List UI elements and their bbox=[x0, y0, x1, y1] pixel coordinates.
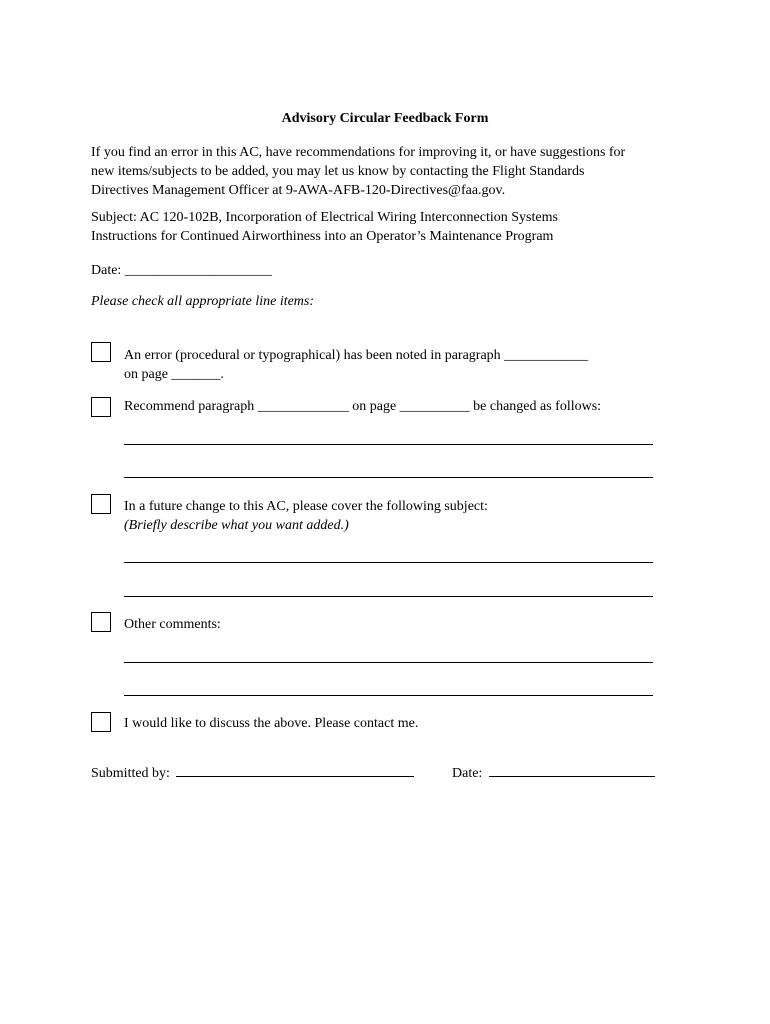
discuss-checkbox[interactable] bbox=[91, 712, 111, 732]
error-line-1: An error (procedural or typographical) has been noted in paragraph ____________ bbox=[124, 348, 589, 363]
form-title: Advisory Circular Feedback Form bbox=[281, 111, 489, 126]
future-checkbox[interactable] bbox=[91, 494, 111, 514]
other-checkbox[interactable] bbox=[91, 612, 111, 632]
date-field[interactable]: _____________________ bbox=[124, 263, 272, 278]
footer-date-field[interactable] bbox=[489, 764, 655, 777]
footer-date-label: Date: bbox=[452, 766, 483, 781]
submitted-label: Submitted by: bbox=[91, 766, 170, 781]
date-label: Date: bbox=[91, 263, 122, 278]
future-item-text bbox=[124, 497, 488, 535]
other-line-2[interactable] bbox=[124, 695, 653, 696]
recommend-line-1[interactable] bbox=[124, 444, 653, 445]
footer-date-row bbox=[452, 764, 655, 783]
intro-line-3: Directives Management Officer at 9-AWA-AFB-120-Directives@faa.gov. bbox=[91, 183, 506, 198]
intro-line-2: new items/subjects to be added, you may let us know by contacting the Flight Standards bbox=[91, 164, 585, 179]
other-item-text: Other comments: bbox=[124, 617, 221, 632]
recommend-item-text: Recommend paragraph _____________ on page __________ be changed as follows: bbox=[124, 399, 602, 414]
future-line-1: In a future change to this AC, please cover the following subject: bbox=[124, 499, 488, 514]
subject-paragraph bbox=[91, 208, 558, 246]
error-checkbox[interactable] bbox=[91, 342, 111, 362]
future-line-b[interactable] bbox=[124, 596, 653, 597]
error-line-2: on page _______. bbox=[124, 367, 224, 382]
future-line-a[interactable] bbox=[124, 562, 653, 563]
subject-line-2: Instructions for Continued Airworthiness into an Operator’s Maintenance Program bbox=[91, 229, 554, 244]
subject-line-1: Subject: AC 120-102B, Incorporation of Electrical Wiring Interconnection Systems bbox=[91, 210, 558, 225]
date-row bbox=[91, 261, 272, 280]
discuss-item-text: I would like to discuss the above. Please contact me. bbox=[124, 716, 419, 731]
submitted-row bbox=[91, 764, 414, 783]
intro-line-1: If you find an error in this AC, have recommendations for improving it, or have suggestions for bbox=[91, 145, 626, 160]
future-line-2: (Briefly describe what you want added.) bbox=[124, 518, 349, 533]
other-line-1[interactable] bbox=[124, 662, 653, 663]
instruction-text: Please check all appropriate line items: bbox=[91, 294, 315, 309]
submitted-field[interactable] bbox=[176, 764, 414, 777]
error-item-text bbox=[124, 346, 588, 384]
intro-paragraph bbox=[91, 143, 625, 200]
recommend-checkbox[interactable] bbox=[91, 397, 111, 417]
recommend-line-2[interactable] bbox=[124, 477, 653, 478]
